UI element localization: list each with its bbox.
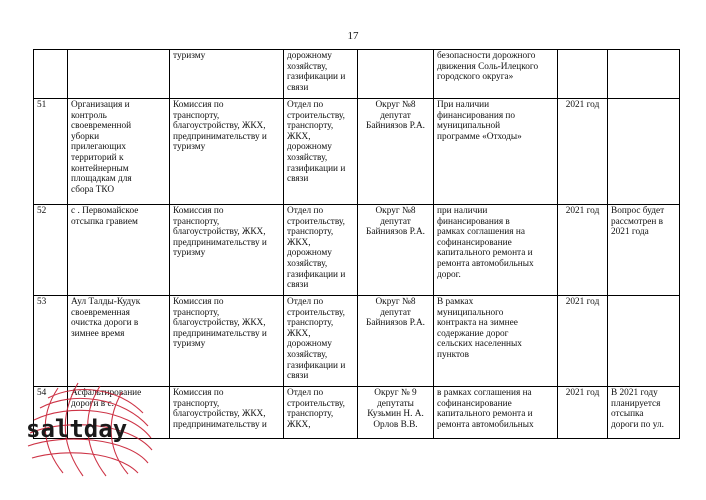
department-cell: Отдел по строительству, транспорту, ЖКХ, дорожному хозяйству, газификации и связи	[284, 99, 358, 205]
commission-cell: туризму	[170, 50, 284, 99]
table-row	[34, 99, 680, 205]
department-cell: дорожному хозяйству, газификации и связи	[284, 50, 358, 99]
watermark-text: saltday	[26, 415, 128, 443]
year-cell: 2021 год	[558, 205, 608, 296]
department-cell: Отдел по строительству, транспорту, ЖКХ, дорожному хозяйству, газификации и связи	[284, 205, 358, 296]
commission-cell: Комиссия по транспорту, благоустройству, ЖКХ, предпринимательству и	[170, 387, 284, 439]
table-row	[34, 50, 680, 99]
page-number: 17	[347, 30, 359, 42]
location-cell: Асфальтирование дороги в с.	[68, 387, 170, 439]
year-cell: 2021 год	[558, 387, 608, 439]
note-cell	[608, 50, 680, 99]
location-cell: Аул Талды-Кудук своевременная очистка дороги в зимнее время	[68, 296, 170, 387]
note-cell: В 2021 году планируется отсыпка дороги по ул.	[608, 387, 680, 439]
district-cell: Округ № 9 депутаты Кузьмин Н. А. Орлов В.В.	[358, 387, 434, 439]
district-cell: Округ №8 депутат Байниязов Р.А.	[358, 296, 434, 387]
location-cell: с . Первомайское отсыпка гравием	[68, 205, 170, 296]
table-row	[34, 296, 680, 387]
table-row	[34, 205, 680, 296]
year-cell	[558, 50, 608, 99]
commission-cell: Комиссия по транспорту, благоустройству, ЖКХ, предпринимательству и туризму	[170, 296, 284, 387]
note-cell	[608, 99, 680, 205]
location-cell	[68, 50, 170, 99]
row-number: 54	[34, 387, 68, 439]
measure-cell: при наличии финансирования в рамках соглашения на софинансирование капитального ремонта и ремонта автомобильных дорог.	[434, 205, 558, 296]
row-number	[34, 50, 68, 99]
district-cell: Округ №8 депутат Байниязов Р.А.	[358, 205, 434, 296]
measure-cell: В рамках муниципального контракта на зимнее содержание дорог сельских населенных пунктов	[434, 296, 558, 387]
measure-cell: безопасности дорожного движения Соль-Илецкого городского округа»	[434, 50, 558, 99]
note-cell: Вопрос будет рассмотрен в 2021 года	[608, 205, 680, 296]
row-number: 53	[34, 296, 68, 387]
year-cell: 2021 год	[558, 296, 608, 387]
measure-cell: в рамках соглашения на софинансирование капитального ремонта и ремонта автомобильных	[434, 387, 558, 439]
note-cell	[608, 296, 680, 387]
district-cell	[358, 50, 434, 99]
commission-cell: Комиссия по транспорту, благоустройству, ЖКХ, предпринимательству и туризму	[170, 205, 284, 296]
district-cell: Округ №8 депутат Байниязов Р.А.	[358, 99, 434, 205]
commission-cell: Комиссия по транспорту, благоустройству, ЖКХ, предпринимательству и туризму	[170, 99, 284, 205]
row-number: 51	[34, 99, 68, 205]
location-cell: Организация и контроль своевременной уборки прилегающих территорий к контейнерным площадкам для сбора ТКО	[68, 99, 170, 205]
year-cell: 2021 год	[558, 99, 608, 205]
measure-cell: При наличии финансирования по муниципальной программе «Отходы»	[434, 99, 558, 205]
row-number: 52	[34, 205, 68, 296]
department-cell: Отдел по строительству, транспорту, ЖКХ, дорожному хозяйству, газификации и связи	[284, 296, 358, 387]
department-cell: Отдел по строительству, транспорту, ЖКХ,	[284, 387, 358, 439]
